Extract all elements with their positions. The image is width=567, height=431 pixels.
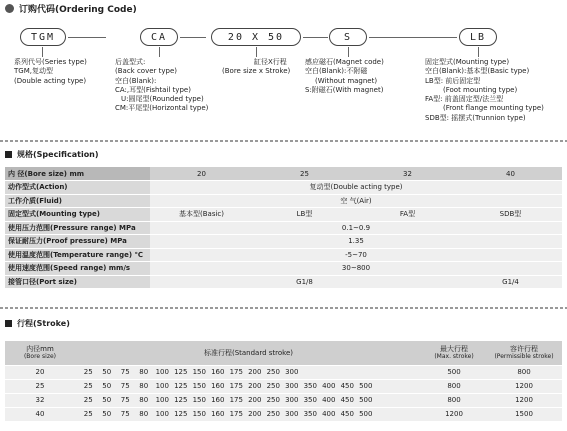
standard-stroke-header: 标准行程(Standard stroke): [75, 341, 422, 365]
spec-row-port: 接管口径(Port size) G1/8 G1/4: [5, 275, 562, 289]
permissible-stroke-header: 容许行程 (Permissible stroke): [486, 341, 562, 365]
connector: [159, 47, 160, 57]
spec-row-speed: 使用速度范围(Speed range) mm/s 30~800: [5, 262, 562, 276]
bullet-icon: [5, 4, 14, 13]
series-description: 系列代号(Series type) TGM,复动型 (Double acting type): [14, 58, 87, 85]
stroke-table: [5, 341, 562, 422]
code-magnet: S: [329, 28, 367, 46]
divider: [303, 37, 328, 38]
spec-row-proof: 保证耐压力(Proof pressure) MPa 1.35: [5, 235, 562, 249]
stroke-title: 行程(Stroke): [17, 319, 70, 328]
section-separator: [0, 307, 567, 309]
spec-table: [5, 167, 562, 289]
ordering-code-title: 订购代码(Ordering Code): [19, 5, 137, 15]
section-separator: [0, 140, 567, 142]
connector: [256, 47, 257, 57]
divider: [369, 37, 457, 38]
ordering-code-heading: [5, 2, 137, 15]
stroke-heading: [5, 318, 70, 329]
code-back-cover: CA: [140, 28, 178, 46]
connector: [42, 47, 43, 57]
table-row: 25 25 50 75 80 100 125 150 160 175 200 250 300 350 400 450 500 800 1200: [5, 379, 562, 393]
spec-row-bore: 内 径(Bore size) mm 20 25 32 40: [5, 167, 562, 181]
magnet-description: 感应磁石(Magnet code) 空白(Blank):不附磁 (Without magnet) S:附磁石(With magnet): [305, 58, 384, 94]
spec-row-pressure: 使用压力范围(Pressure range) MPa 0.1~0.9: [5, 221, 562, 235]
stroke-header-row: [5, 341, 562, 365]
stroke-list: 25 50 75 80 100 125 150 160 175 200 250 300 350 400 450 500: [75, 407, 422, 421]
spec-row-mounting: 固定型式(Mounting type) 基本型(Basic) LB型 FA型 SDB型: [5, 208, 562, 222]
spec-row-temperature: 使用温度范围(Temperature range) ℃ -5~70: [5, 248, 562, 262]
divider: [180, 37, 206, 38]
connector: [348, 47, 349, 57]
spec-row-action: 动作型式(Action) 复动型(Double acting type): [5, 181, 562, 195]
stroke-list: 25 50 75 80 100 125 150 160 175 200 250 300 350 400 450 500: [75, 379, 422, 393]
bore-header: 内径mm (Bore size): [5, 341, 75, 365]
bore-stroke-description: 缸径X行程 (Bore size x Stroke): [222, 58, 291, 76]
bullet-icon: [5, 151, 12, 158]
table-row: 40 25 50 75 80 100 125 150 160 175 200 250 300 350 400 450 500 1200 1500: [5, 407, 562, 421]
stroke-list: 25 50 75 80 100 125 150 160 175 200 250 300 350 400 450 500: [75, 393, 422, 407]
stroke-list: 25 50 75 80 100 125 150 160 175 200 250 300: [75, 365, 422, 379]
divider: [68, 37, 106, 38]
mounting-description: 固定型式(Mounting type) 空白(Blank):基本型(Basic type) LB型: 前后固定型 (Foot mounting type) FA型: 前盖固定型/法兰型 (Front flange mounting type) SDB型: 摇摆式(Trunnion type): [425, 58, 544, 122]
connector: [478, 47, 479, 57]
spec-title: 规格(Specification): [17, 150, 99, 159]
code-bore-stroke: 20 X 50: [211, 28, 301, 46]
table-row: 20 25 50 75 80 100 125 150 160 175 200 250 300 500 800: [5, 365, 562, 379]
code-series: TGM: [20, 28, 66, 46]
spec-row-fluid: 工作介质(Fluid) 空 气(Air): [5, 194, 562, 208]
code-mounting: LB: [459, 28, 497, 46]
table-row: 32 25 50 75 80 100 125 150 160 175 200 250 300 350 400 450 500 800 1200: [5, 393, 562, 407]
back-cover-description: 后盖型式: (Back cover type) 空白(Blank): CA:,耳型(Fishtail type) U:圆尾型(Rounded type) CM:平尾型(Horizontal type): [115, 58, 209, 113]
max-stroke-header: 最大行程 (Max. stroke): [422, 341, 486, 365]
bullet-icon: [5, 320, 12, 327]
spec-heading: [5, 149, 99, 160]
